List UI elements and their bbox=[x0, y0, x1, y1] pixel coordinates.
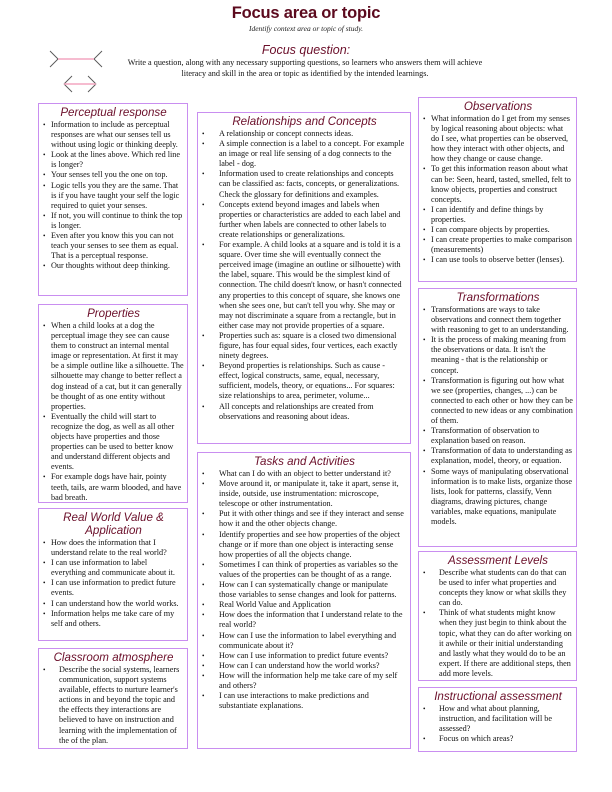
list-item-text: I can use interactions to make predictions and substantiate explanations. bbox=[219, 691, 369, 711]
list-item-text: I can create properties to make comparison (measurements) bbox=[431, 235, 572, 255]
bullet-icon: • bbox=[202, 510, 205, 519]
page-subtitle: Identify context area or topic of study. bbox=[248, 24, 364, 33]
bullet-icon: • bbox=[423, 467, 426, 476]
bullet-list bbox=[43, 321, 184, 503]
bullet-icon: • bbox=[43, 232, 46, 241]
list-item-text: Information helps me take care of my self and others. bbox=[51, 608, 175, 628]
box-heading: Relationships and Concepts bbox=[232, 115, 377, 128]
list-item-text: I can identify and define things by properties. bbox=[431, 204, 544, 224]
list-item-text: Sometimes I can think of properties as variables so the values of the properties can be thought of as a range. bbox=[219, 559, 398, 579]
bullet-list bbox=[202, 469, 407, 711]
bullet-icon: • bbox=[43, 211, 46, 220]
bullet-icon: • bbox=[202, 560, 205, 569]
list-item-text: Your senses tell you the one on top. bbox=[51, 170, 168, 180]
list-item bbox=[423, 205, 573, 225]
bullet-icon: • bbox=[423, 236, 426, 245]
bullet-list bbox=[43, 120, 184, 271]
list-item-text: I can use information to label everything and communicate about it. bbox=[51, 558, 175, 578]
list-item bbox=[43, 211, 184, 231]
list-item bbox=[43, 558, 184, 578]
bullet-icon: • bbox=[43, 322, 46, 330]
box-heading: Observations bbox=[463, 100, 533, 113]
list-item-text: Transformations are ways to take observations and connect them together with reasoning to get to an understanding. bbox=[431, 305, 569, 335]
tasks-activities-box bbox=[197, 452, 411, 749]
properties-box bbox=[38, 304, 188, 503]
list-item bbox=[202, 631, 407, 651]
bullet-icon: • bbox=[43, 151, 46, 160]
list-item-text: How will the information help me take care of my self and others? bbox=[219, 670, 398, 690]
real-world-value-box bbox=[38, 508, 188, 641]
list-item-text: Information used to create relationships and concepts can be classified as: facts, concepts, or generalizations. Check the glossary for definitions and examples. bbox=[219, 169, 400, 199]
list-item bbox=[202, 361, 407, 401]
list-item-text: Describe what students can do that can be used to infer what properties and concepts they know or what skills they can do. bbox=[439, 568, 567, 608]
list-item-text: Identify properties and see how properties of the object change or if more than one object is interacting sense how properties of all the objects change. bbox=[219, 529, 400, 559]
bullet-list bbox=[423, 305, 573, 527]
list-item bbox=[43, 120, 184, 150]
list-item bbox=[43, 538, 184, 558]
list-item bbox=[423, 335, 573, 375]
list-item bbox=[202, 530, 407, 560]
list-item-text: Move around it, or manipulate it, take it apart, sense it, inside, outside, use instrumentation: microscope, telescope or other instrumentation. bbox=[219, 479, 399, 509]
list-item-text: Describe the social systems, learners communication, support systems available, effects to nurture learner's actions in and beyond the topic and the effects they interactions are believed to have on instruction and learning with the implementation of the of the plan. bbox=[59, 665, 180, 745]
list-item bbox=[423, 568, 573, 608]
bullet-list bbox=[423, 704, 573, 744]
list-item-text: What information do I get from my senses by logical reasoning about objects: what do I see, what properties can be observed, how they interact with other objects, and how they change or cause change. bbox=[431, 114, 570, 164]
bullet-icon: • bbox=[43, 262, 46, 271]
bullet-icon: • bbox=[423, 735, 426, 744]
assessment-levels-box bbox=[418, 551, 577, 681]
bullet-icon: • bbox=[202, 611, 205, 620]
list-item-text: Concepts extend beyond images and labels when properties or characteristics are added to each label and further when labels are connected to other labels to create relationships or generalizations. bbox=[219, 199, 401, 239]
list-item bbox=[43, 599, 184, 609]
list-item bbox=[202, 331, 407, 361]
list-item-text: I can understand how the world works. bbox=[51, 598, 179, 608]
bullet-icon: • bbox=[202, 601, 205, 610]
list-item bbox=[43, 412, 184, 473]
box-heading: Assessment Levels bbox=[448, 554, 548, 567]
bullet-list bbox=[43, 538, 184, 629]
list-item-text: How can I can systematically change or manipulate those variables to sense changes and look for patterns. bbox=[219, 580, 397, 600]
bullet-icon: • bbox=[202, 140, 205, 149]
bullet-icon: • bbox=[202, 130, 205, 138]
list-item-text: All concepts and relationships are created from observations and reasoning about ideas. bbox=[219, 401, 374, 421]
bullet-icon: • bbox=[43, 473, 46, 482]
bullet-icon: • bbox=[202, 331, 205, 340]
list-item-text: If not, you will continue to think the top is longer. bbox=[51, 210, 183, 230]
list-item-text: Some ways of manipulating observational information is to make lists, organize those lists, look for patterns, classify, Venn diagrams, drawing pictures, change variables, make equations, manipulate models. bbox=[431, 466, 573, 526]
list-item bbox=[202, 402, 407, 422]
list-item bbox=[43, 321, 184, 412]
bullet-icon: • bbox=[423, 705, 426, 713]
bullet-icon: • bbox=[423, 165, 426, 174]
list-item bbox=[202, 610, 407, 630]
list-item bbox=[423, 446, 573, 466]
bullet-icon: • bbox=[423, 226, 426, 235]
list-item-text: Our thoughts without deep thinking. bbox=[51, 261, 170, 271]
list-item-text: Real World Value and Application bbox=[219, 600, 331, 610]
list-item-text: To get this information reason about what can be: Seen, heard, tasted, smelled, felt to know objects, properties and construct concepts. bbox=[431, 164, 571, 204]
bullet-list bbox=[423, 114, 573, 265]
list-item-text: How does the information that I understand relate to the real world? bbox=[219, 610, 403, 630]
list-item bbox=[43, 181, 184, 211]
box-heading: Tasks and Activities bbox=[254, 455, 355, 468]
list-item bbox=[423, 255, 573, 265]
bullet-icon: • bbox=[43, 599, 46, 608]
relationships-concepts-box bbox=[197, 112, 411, 444]
focus-question-heading: Focus question: bbox=[261, 43, 351, 57]
list-item-text: I can use tools to observe better (lenses). bbox=[431, 255, 565, 265]
focus-question-text: Write a question, along with any necessary supporting questions, so learners who answers them will achieve literacy and skill in the area or topic as identified by the intended learnings. bbox=[127, 58, 483, 78]
list-item bbox=[202, 169, 407, 199]
list-item-text: Look at the lines above. Which red line is longer? bbox=[51, 150, 180, 170]
bullet-icon: • bbox=[202, 581, 205, 590]
bullet-icon: • bbox=[43, 579, 46, 588]
list-item bbox=[202, 240, 407, 331]
list-item bbox=[202, 479, 407, 509]
bullet-icon: • bbox=[202, 530, 205, 539]
page-title: Focus area or topic bbox=[231, 4, 381, 22]
list-item bbox=[423, 734, 573, 744]
list-item bbox=[202, 600, 407, 610]
bullet-icon: • bbox=[423, 447, 426, 456]
list-item bbox=[423, 235, 573, 255]
list-item bbox=[43, 609, 184, 629]
observations-box bbox=[418, 97, 577, 282]
perceptual-response-box bbox=[38, 103, 188, 296]
list-item-text: How can I use the information to label everything and communicate about it? bbox=[219, 630, 397, 650]
bullet-icon: • bbox=[202, 480, 205, 489]
list-item-text: Even after you know this you can not teach your senses to see them as equal. That is a perceptual response. bbox=[51, 231, 179, 261]
bullet-icon: • bbox=[423, 115, 426, 123]
list-item-text: Transformation is figuring out how what we see (properties, changes, ...) can be connected to each other or how they can be connected to new ideas or any combination of them. bbox=[431, 375, 573, 426]
list-item bbox=[202, 560, 407, 580]
list-item-text: Properties such as: square is a closed two dimensional figure, has four equal sides, four vertices, each exactly ninety degrees. bbox=[219, 330, 398, 361]
list-item bbox=[43, 665, 184, 746]
bullet-icon: • bbox=[202, 470, 205, 478]
list-item-text: When a child looks at a dog the perceptual image they see can cause them to construct an internal mental image or representation. At first it may be a simple outline like a silhouette. The silhouette may change to better reflect a dog instead of a cat, but it can generally be thought of as one entity without properties. bbox=[51, 321, 184, 411]
box-heading: Real World Value & Application bbox=[63, 511, 164, 537]
box-heading: Transformations bbox=[456, 291, 540, 304]
box-heading: Instructional assessment bbox=[434, 690, 562, 703]
bullet-icon: • bbox=[43, 412, 46, 421]
list-item bbox=[43, 472, 184, 502]
list-item bbox=[423, 305, 573, 335]
bullet-icon: • bbox=[423, 256, 426, 265]
box-heading: Classroom atmosphere bbox=[53, 651, 174, 664]
bullet-icon: • bbox=[43, 666, 46, 674]
list-item bbox=[423, 608, 573, 679]
bullet-icon: • bbox=[423, 205, 426, 214]
box-heading: Properties bbox=[87, 307, 140, 320]
bullet-icon: • bbox=[43, 181, 46, 190]
bullet-icon: • bbox=[202, 692, 205, 701]
bullet-icon: • bbox=[202, 200, 205, 209]
list-item bbox=[202, 671, 407, 691]
list-item-text: Transformation of data to understanding as explanation, model, theory, or equation. bbox=[431, 446, 572, 466]
bullet-icon: • bbox=[202, 402, 205, 411]
bullet-icon: • bbox=[43, 121, 46, 129]
bullet-list bbox=[423, 568, 573, 679]
list-item bbox=[43, 231, 184, 261]
list-item-text: How does the information that I understand relate to the real world? bbox=[51, 538, 167, 558]
bullet-icon: • bbox=[202, 671, 205, 680]
bullet-icon: • bbox=[43, 171, 46, 180]
bullet-icon: • bbox=[43, 539, 46, 547]
bullet-icon: • bbox=[423, 427, 426, 436]
list-item bbox=[202, 129, 407, 139]
bullet-icon: • bbox=[423, 336, 426, 345]
list-item bbox=[423, 467, 573, 528]
bullet-icon: • bbox=[423, 376, 426, 385]
list-item bbox=[202, 661, 407, 671]
bullet-icon: • bbox=[202, 661, 205, 670]
list-item-text: Transformation of observation to explanation based on reason. bbox=[431, 426, 540, 446]
bullet-icon: • bbox=[202, 631, 205, 640]
list-item bbox=[43, 261, 184, 271]
list-item-text: For example. A child looks at a square and is told it is a square. Over time she will eventually connect the perceived image (imagine an outline or silhouette) with the label, square. This would be the simplest kind of connection. The child doesn't know, or hasn't connected any properties to this concept of square, she knows one when she sees one, but can't tell you why. She may or may not discriminate a square from a rectangle, but in either case may not provide properties of a square. bbox=[219, 240, 402, 330]
transformations-box bbox=[418, 288, 577, 547]
list-item bbox=[202, 469, 407, 479]
classroom-atmosphere-box bbox=[38, 648, 188, 749]
list-item bbox=[423, 426, 573, 446]
list-item bbox=[202, 139, 407, 169]
list-item-text: How can I can understand how the world works? bbox=[219, 660, 380, 670]
list-item-text: How can I use information to predict future events? bbox=[219, 650, 389, 660]
bullet-icon: • bbox=[423, 306, 426, 314]
list-item bbox=[43, 170, 184, 180]
list-item bbox=[43, 150, 184, 170]
list-item-text: Beyond properties is relationships. Such as cause - effect, logical constructs, same, equal, necessary, sufficient, models, theory, or equations... For squares: size relationships to area, perimeter, volume... bbox=[219, 361, 395, 401]
bullet-icon: • bbox=[423, 569, 426, 577]
list-item-text: I can compare objects by properties. bbox=[431, 225, 550, 235]
list-item bbox=[423, 164, 573, 204]
list-item bbox=[423, 376, 573, 426]
list-item bbox=[423, 114, 573, 164]
instructional-assessment-box bbox=[418, 687, 577, 752]
bullet-icon: • bbox=[43, 609, 46, 618]
list-item-text: Put it with other things and see if they interact and sense how it and the other objects change. bbox=[219, 509, 404, 529]
bullet-icon: • bbox=[202, 170, 205, 179]
list-item-text: I can use information to predict future events. bbox=[51, 578, 176, 598]
bullet-icon: • bbox=[423, 609, 426, 618]
bullet-icon: • bbox=[202, 241, 205, 250]
list-item bbox=[202, 509, 407, 529]
list-item bbox=[202, 200, 407, 240]
list-item-text: It is the process of making meaning from the observations or data. It isn't the meaning - that is the relationship or concept. bbox=[431, 335, 566, 375]
list-item-text: Focus on which areas? bbox=[439, 734, 514, 744]
list-item bbox=[43, 578, 184, 598]
bullet-list bbox=[43, 665, 184, 746]
list-item-text: How and what about planning, instruction, and facilitation will be assessed? bbox=[439, 704, 553, 734]
bullet-list bbox=[202, 129, 407, 422]
list-item bbox=[423, 225, 573, 235]
list-item-text: What can I do with an object to better understand it? bbox=[219, 469, 391, 478]
list-item-text: Eventually the child will start to recognize the dog, as well as all other objects have properties and those properties can be used to better know and understand different objects and events. bbox=[51, 411, 175, 472]
list-item bbox=[202, 691, 407, 711]
bullet-icon: • bbox=[202, 362, 205, 371]
bullet-icon: • bbox=[43, 559, 46, 568]
list-item-text: For example dogs have hair, pointy teeth, tails, are warm blooded, and have bad breath. bbox=[51, 472, 182, 502]
list-item-text: A relationship or concept connects ideas. bbox=[219, 129, 354, 138]
list-item-text: Think of what students might know when they just begin to think about the topic, what they can do after working on it awhile or their initial understanding and lastly what they would do to be an expert. If there are additional steps, then add more levels. bbox=[439, 608, 572, 678]
list-item-text: A simple connection is a label to a concept. For example an image or real life sensing of a dog connects to the label - dog. bbox=[219, 139, 405, 169]
bullet-icon: • bbox=[202, 651, 205, 660]
list-item-text: Logic tells you they are the same. That is if you have taught your self the logic required to quiet your senses. bbox=[51, 180, 180, 210]
list-item-text: Information to include as perceptual responses are what our senses tell us without using logic or thinking deeply. bbox=[51, 120, 178, 150]
list-item bbox=[202, 651, 407, 661]
box-heading: Perceptual response bbox=[60, 106, 167, 119]
list-item bbox=[423, 704, 573, 734]
list-item bbox=[202, 580, 407, 600]
